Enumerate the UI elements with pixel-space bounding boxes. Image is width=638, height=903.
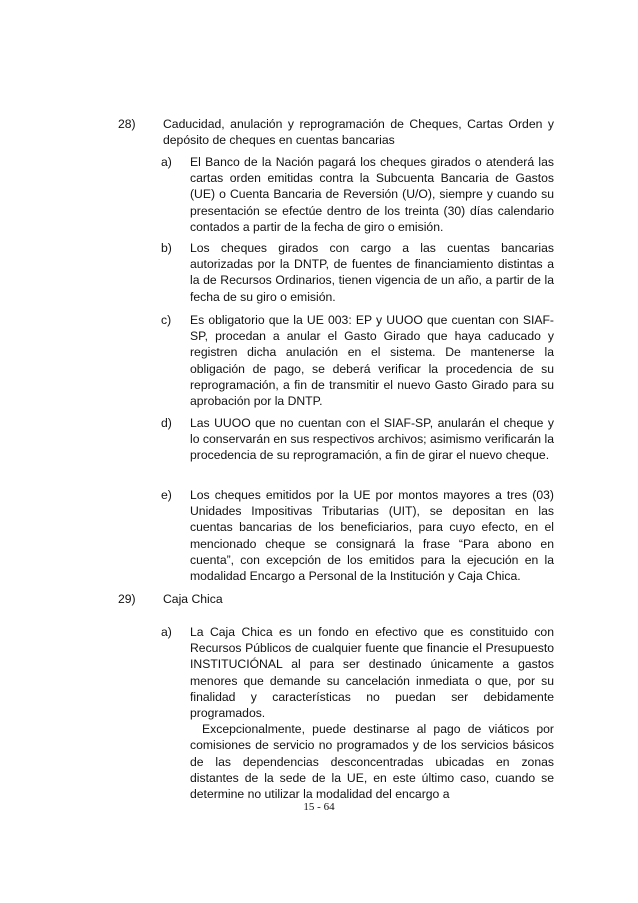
section-number: 28) bbox=[118, 117, 136, 131]
item-paragraph: La Caja Chica es un fondo en efectivo que es constituido con Recursos Públicos de cualquier fuente que financie el Presupuesto INSTITUCIÓNAL al para ser destinado únicamente a gastos menores que demande su cancelación inmediata o que, por su finalidad y características no puedan ser debidamente programados. bbox=[190, 625, 554, 721]
item-label: c) bbox=[161, 313, 172, 327]
item-text: Es obligatorio que la UE 003: EP y UUOO que cuentan con SIAF-SP, procedan a anular el Gasto Girado que haya caducado y registren dicha anulación en el sistema. De mantenerse la obligación de pago, se deberá verificar la procedencia de su reprogramación, a fin de transmitir el nuevo Gasto Girado para su aprobación por la DNTP. bbox=[190, 313, 554, 409]
list-item-28d bbox=[163, 415, 554, 464]
item-text bbox=[190, 624, 554, 802]
section-title: Caja Chica bbox=[163, 592, 223, 606]
list-item-28e bbox=[163, 487, 554, 584]
item-text: Los cheques girados con cargo a las cuentas bancarias autorizadas por la DNTP, de fuentes de financiamiento distintas a la de Recursos Ordinarios, tienen vigencia de un año, a partir de la fecha de su giro o emisión. bbox=[190, 241, 554, 304]
item-text: Las UUOO que no cuentan con el SIAF-SP, anularán el cheque y lo conservarán en sus respectivos archivos; asimismo verificarán la procedencia de su reprogramación, a fin de girar el nuevo cheque. bbox=[190, 416, 554, 463]
item-label: d) bbox=[161, 416, 172, 430]
item-label: e) bbox=[161, 488, 172, 502]
list-item-28c bbox=[163, 312, 554, 409]
section-28 bbox=[118, 116, 554, 148]
item-text: El Banco de la Nación pagará los cheques girados o atenderá las cartas orden emitidas contra la Subcuenta Bancaria de Gastos (UE) o Cuenta Bancaria de Reversión (U/O), siempre y cuando su presentación se efectúe dentro de los treinta (30) días calendario contados a partir de la fecha de giro o emisión. bbox=[190, 155, 554, 234]
item-paragraph: Excepcionalmente, puede destinarse al pago de viáticos por comisiones de servicio no programados y de los servicios básicos de las dependencias desconcentradas ubicadas en zonas distantes de la sede de la UE, en este último caso, cuando se determine no utilizar la modalidad del encargo a bbox=[190, 722, 554, 802]
item-text: Los cheques emitidos por la UE por montos mayores a tres (03) Unidades Impositivas Tributarias (UIT), se depositan en las cuentas bancarias de los beneficiarios, para cuyo efecto, en el mencionado cheque se consignará la frase “Para abono en cuenta”, con excepción de los emitidos para la ejecución en la modalidad Encargo a Personal de la Institución y Caja Chica. bbox=[190, 488, 554, 584]
section-title: Caducidad, anulación y reprogramación de Cheques, Cartas Orden y depósito de cheques en cuentas bancarias bbox=[163, 117, 554, 148]
list-item-28b bbox=[163, 240, 554, 305]
list-item-29a bbox=[163, 624, 554, 802]
item-label: a) bbox=[161, 155, 172, 169]
page-number: 15 - 64 bbox=[303, 801, 335, 813]
list-item-28a bbox=[163, 154, 554, 235]
item-label: a) bbox=[161, 625, 172, 639]
item-label: b) bbox=[161, 241, 172, 255]
section-29 bbox=[118, 591, 554, 607]
section-number: 29) bbox=[118, 592, 136, 606]
